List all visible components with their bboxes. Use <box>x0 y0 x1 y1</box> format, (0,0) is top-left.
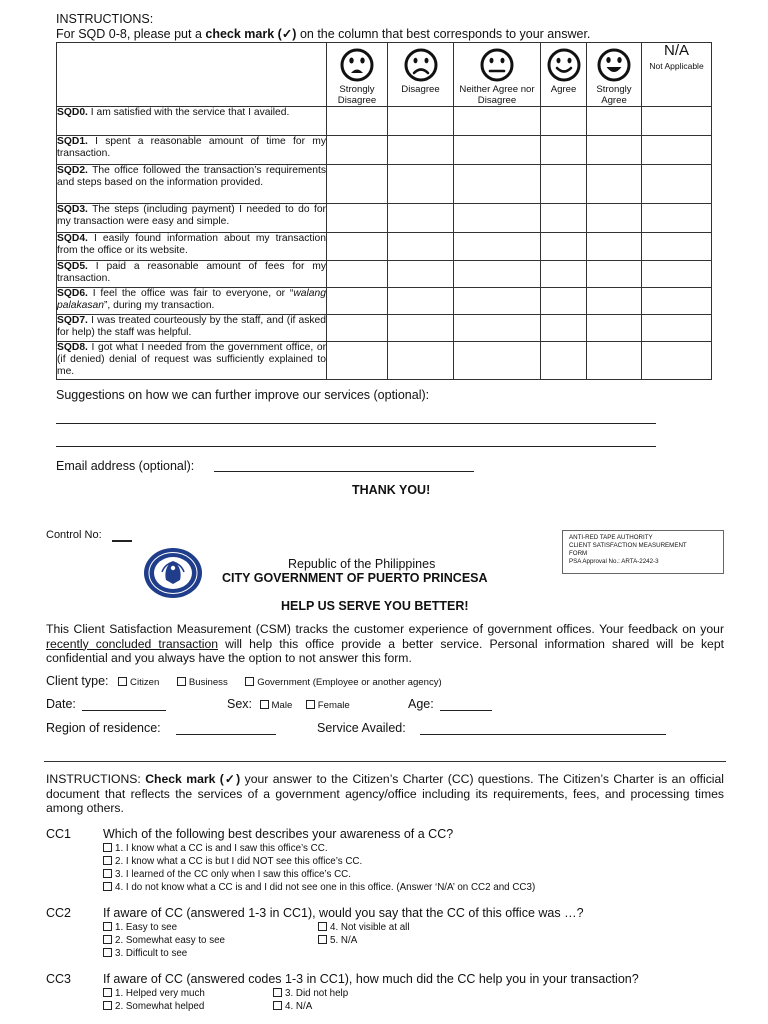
cc-instructions-heading: INSTRUCTIONS: <box>46 772 141 786</box>
question-text-italic: walang palakasan <box>57 288 326 311</box>
header-label: Agree <box>550 84 577 95</box>
answer-cell[interactable] <box>388 342 454 380</box>
answer-cell[interactable] <box>388 165 454 204</box>
answer-cell[interactable] <box>587 288 642 315</box>
checkbox-icon[interactable] <box>103 869 112 878</box>
checkbox-icon[interactable] <box>103 1001 112 1010</box>
cc2-option-5[interactable]: 5. N/A <box>318 934 410 947</box>
table-row <box>57 342 712 380</box>
question-code: SQD8. <box>57 342 88 353</box>
age-field[interactable] <box>440 710 492 711</box>
table-row <box>57 288 712 315</box>
arta-box <box>562 530 724 574</box>
table-row <box>57 315 712 342</box>
very-sad-face-icon <box>340 48 374 82</box>
date-label: Date: <box>46 697 76 711</box>
checkbox-icon[interactable] <box>103 856 112 865</box>
region-label: Region of residence: <box>46 721 161 735</box>
cc1-option-2[interactable]: 2. I know what a CC is but I did NOT see this office’s CC. <box>103 855 535 868</box>
control-number-field[interactable] <box>112 540 132 542</box>
instructions-check-mark: check mark (✓) <box>205 27 297 41</box>
client-type-option-citizen[interactable]: Citizen <box>118 677 159 688</box>
sqd2-question <box>57 165 327 204</box>
instructions-text-post: on the column that best corresponds to your answer. <box>296 27 591 41</box>
age-label: Age: <box>408 697 434 711</box>
cc3-option-3[interactable]: 3. Did not help <box>273 987 348 1000</box>
header-agree <box>541 43 587 107</box>
answer-cell[interactable] <box>541 261 587 288</box>
table-row <box>57 233 712 261</box>
sqd8-question <box>57 342 327 380</box>
answer-cell[interactable] <box>642 288 712 315</box>
answer-cell[interactable] <box>454 107 541 136</box>
answer-cell[interactable] <box>642 204 712 233</box>
checkbox-icon[interactable] <box>177 677 186 686</box>
sqd5-question <box>57 261 327 288</box>
checkbox-icon[interactable] <box>103 882 112 891</box>
sex-label: Sex: <box>227 697 253 711</box>
answer-cell[interactable] <box>541 204 587 233</box>
answer-cell[interactable] <box>388 204 454 233</box>
instructions-block <box>56 12 590 42</box>
answer-cell[interactable] <box>327 288 388 315</box>
client-type-row <box>46 674 442 688</box>
cc3-options-left <box>103 987 205 1013</box>
question-text: I paid a reasonable amount of fees for my transaction. <box>57 261 326 284</box>
sex-row <box>227 697 350 711</box>
intro-paragraph <box>46 622 724 666</box>
sqd4-question <box>57 233 327 261</box>
cc2-options-left <box>103 921 225 960</box>
answer-cell[interactable] <box>388 136 454 165</box>
cc1-option-3[interactable]: 3. I learned of the CC only when I saw this office’s CC. <box>103 868 535 881</box>
answer-cell[interactable] <box>388 107 454 136</box>
intro-underlined: recently concluded transaction <box>46 636 219 651</box>
arta-line: PSA Approval No.: ARTA-2242-3 <box>569 558 659 565</box>
neutral-face-icon <box>480 48 514 82</box>
help-heading: HELP US SERVE YOU BETTER! <box>281 599 469 613</box>
answer-cell[interactable] <box>541 315 587 342</box>
cc2-options-right <box>318 921 410 947</box>
control-number-label: Control No: <box>46 529 102 541</box>
answer-cell[interactable] <box>454 288 541 315</box>
sqd6-question <box>57 288 327 315</box>
checkbox-icon[interactable] <box>318 935 327 944</box>
checkbox-icon[interactable] <box>318 922 327 931</box>
big-smile-face-icon <box>597 48 631 82</box>
sqd1-question <box>57 136 327 165</box>
answer-cell[interactable] <box>587 261 642 288</box>
question-text: I am satisfied with the service that I availed. <box>87 107 290 118</box>
sqd7-question <box>57 315 327 342</box>
intro-text-end: will help this office provide a better service. Personal information shared will be kept confidential and you always have the option to not answer this form. <box>46 636 724 665</box>
cc2-option-3[interactable]: 3. Difficult to see <box>103 947 225 960</box>
cc3-option-2[interactable]: 2. Somewhat helped <box>103 1000 205 1013</box>
question-code: SQD4. <box>57 233 88 244</box>
sqd-table <box>56 42 712 380</box>
table-row <box>57 165 712 204</box>
checkbox-icon[interactable] <box>103 843 112 852</box>
suggestions-line-1[interactable] <box>56 423 656 424</box>
question-text: I was treated courteously by the staff, and (if asked for help) the staff was helpful. <box>57 315 326 338</box>
cc-instructions-text: your answer to the Citizen’s Charter (CC) questions. The Citizen’s Charter is an official document that reflects the services of a government agency/office including its requirements, fees, and processing times among others. <box>46 772 724 815</box>
na-subtitle: Not Applicable <box>649 61 704 71</box>
sqd-header-row <box>57 43 712 107</box>
checkbox-icon[interactable] <box>273 1001 282 1010</box>
sex-option-female[interactable]: Female <box>306 700 350 711</box>
thank-you-text: THANK YOU! <box>352 483 431 497</box>
answer-cell[interactable] <box>541 107 587 136</box>
smile-face-icon <box>547 48 581 82</box>
arta-line: ANTI-RED TAPE AUTHORITY <box>569 534 653 541</box>
cc2-option-4[interactable]: 4. Not visible at all <box>318 921 410 934</box>
question-code: SQD2. <box>57 165 88 176</box>
cc1-question: Which of the following best describes your awareness of a CC? <box>103 827 454 841</box>
answer-cell[interactable] <box>327 315 388 342</box>
header-label: Disagree <box>401 84 440 95</box>
question-code: SQD5. <box>57 261 88 272</box>
republic-text: Republic of the Philippines <box>288 557 436 571</box>
cc2-code: CC2 <box>46 906 72 920</box>
answer-cell[interactable] <box>454 261 541 288</box>
section-divider <box>44 761 726 762</box>
cc3-question: If aware of CC (answered codes 1-3 in CC1), how much did the CC help you in your transaction? <box>103 972 639 986</box>
answer-cell[interactable] <box>454 204 541 233</box>
answer-cell[interactable] <box>642 165 712 204</box>
question-code: SQD7. <box>57 315 88 326</box>
sqd3-question <box>57 204 327 233</box>
answer-cell[interactable] <box>642 342 712 380</box>
table-row <box>57 107 712 136</box>
answer-cell[interactable] <box>642 261 712 288</box>
instructions-text-pre: For SQD 0-8, please put a <box>56 27 206 41</box>
table-row <box>57 136 712 165</box>
service-field[interactable] <box>420 734 666 735</box>
question-code: SQD6. <box>57 288 88 299</box>
header-label: Strongly Disagree <box>337 84 377 106</box>
instructions-text <box>56 27 590 42</box>
cc1-code: CC1 <box>46 827 72 841</box>
header-not-applicable <box>642 43 712 107</box>
suggestions-line-2[interactable] <box>56 446 656 447</box>
checkbox-icon[interactable] <box>118 677 127 686</box>
question-text: The office followed the transaction’s requirements and steps based on the information provided. <box>57 165 326 188</box>
question-text: I feel the office was fair to everyone, or “ <box>87 288 294 299</box>
question-code: SQD3. <box>57 204 88 215</box>
table-row <box>57 261 712 288</box>
answer-cell[interactable] <box>327 342 388 380</box>
answer-cell[interactable] <box>642 233 712 261</box>
date-field[interactable] <box>82 710 166 711</box>
sad-face-icon <box>404 48 438 82</box>
question-code: SQD1. <box>57 136 88 147</box>
answer-cell[interactable] <box>587 315 642 342</box>
answer-cell[interactable] <box>454 315 541 342</box>
email-label: Email address (optional): <box>56 459 195 473</box>
header-strongly-disagree <box>327 43 388 107</box>
question-text-end: ”, during my transaction. <box>103 300 215 311</box>
answer-cell[interactable] <box>642 315 712 342</box>
cc3-options-right <box>273 987 348 1013</box>
checkbox-icon[interactable] <box>103 988 112 997</box>
question-code: SQD0. <box>57 107 88 118</box>
answer-cell[interactable] <box>327 204 388 233</box>
question-text: The steps (including payment) I needed to do for my transaction were easy and simple. <box>57 204 326 227</box>
answer-cell[interactable] <box>541 342 587 380</box>
answer-cell[interactable] <box>587 204 642 233</box>
intro-text: This Client Satisfaction Measurement (CSM) tracks the customer experience of government offices. Your feedback on your <box>46 622 724 636</box>
answer-cell[interactable] <box>327 107 388 136</box>
answer-cell[interactable] <box>454 233 541 261</box>
sex-option-male[interactable]: Male <box>260 700 293 711</box>
client-type-label: Client type: <box>46 674 109 688</box>
question-text: I got what I needed from the government office, or (if denied) denial of request was sufficiently explained to me. <box>57 342 326 377</box>
header-neither <box>454 43 541 107</box>
cc-instructions-check: Check mark (✓) <box>145 772 241 786</box>
answer-cell[interactable] <box>388 233 454 261</box>
cc1-options <box>103 842 535 894</box>
cc1-option-4[interactable]: 4. I do not know what a CC is and I did not see one in this office. (Answer ‘N/A’ on CC2 and CC3) <box>103 881 535 894</box>
answer-cell[interactable] <box>327 165 388 204</box>
checkbox-icon[interactable] <box>103 922 112 931</box>
answer-cell[interactable] <box>587 107 642 136</box>
region-field[interactable] <box>176 734 276 735</box>
checkbox-icon[interactable] <box>103 935 112 944</box>
answer-cell[interactable] <box>541 288 587 315</box>
header-strongly-agree <box>587 43 642 107</box>
city-seal-logo <box>142 546 204 600</box>
header-label: Strongly Agree <box>596 84 632 106</box>
cc1-option-1[interactable]: 1. I know what a CC is and I saw this office’s CC. <box>103 842 535 855</box>
cc-instructions <box>46 772 724 816</box>
checkbox-icon[interactable] <box>260 700 269 709</box>
cc3-option-4[interactable]: 4. N/A <box>273 1000 348 1013</box>
answer-cell[interactable] <box>642 107 712 136</box>
header-disagree <box>388 43 454 107</box>
answer-cell[interactable] <box>327 136 388 165</box>
answer-cell[interactable] <box>541 233 587 261</box>
answer-cell[interactable] <box>388 315 454 342</box>
sqd-header-blank <box>57 43 327 107</box>
email-field[interactable] <box>214 471 474 472</box>
cc2-option-1[interactable]: 1. Easy to see <box>103 921 225 934</box>
sqd0-question <box>57 107 327 136</box>
na-title: N/A <box>663 42 689 59</box>
client-type-option-government[interactable]: Government (Employee or another agency) <box>245 677 442 688</box>
answer-cell[interactable] <box>541 136 587 165</box>
arta-line: CLIENT SATISFACTION MEASUREMENT <box>569 542 687 549</box>
answer-cell[interactable] <box>642 136 712 165</box>
table-row <box>57 204 712 233</box>
arta-line: FORM <box>569 550 588 557</box>
answer-cell[interactable] <box>541 165 587 204</box>
answer-cell[interactable] <box>587 136 642 165</box>
header-label: Neither Agree nor Disagree <box>459 84 535 106</box>
checkbox-icon[interactable] <box>245 677 254 686</box>
answer-cell[interactable] <box>327 261 388 288</box>
answer-cell[interactable] <box>454 342 541 380</box>
cc2-question: If aware of CC (answered 1-3 in CC1), would you say that the CC of this office was …? <box>103 906 584 920</box>
suggestions-label: Suggestions on how we can further improve our services (optional): <box>56 388 430 402</box>
question-text: I spent a reasonable amount of time for my transaction. <box>57 136 326 159</box>
answer-cell[interactable] <box>388 288 454 315</box>
service-label: Service Availed: <box>317 721 406 735</box>
cc3-option-1[interactable]: 1. Helped very much <box>103 987 205 1000</box>
city-title: CITY GOVERNMENT OF PUERTO PRINCESA <box>222 571 488 585</box>
answer-cell[interactable] <box>587 342 642 380</box>
checkbox-icon[interactable] <box>103 948 112 957</box>
instructions-heading: INSTRUCTIONS: <box>56 12 154 26</box>
question-text: I easily found information about my transaction from the office or its website. <box>57 233 326 256</box>
answer-cell[interactable] <box>327 233 388 261</box>
client-type-option-business[interactable]: Business <box>177 677 228 688</box>
answer-cell[interactable] <box>454 165 541 204</box>
answer-cell[interactable] <box>587 233 642 261</box>
cc3-code: CC3 <box>46 972 72 986</box>
answer-cell[interactable] <box>587 165 642 204</box>
answer-cell[interactable] <box>388 261 454 288</box>
checkbox-icon[interactable] <box>273 988 282 997</box>
answer-cell[interactable] <box>454 136 541 165</box>
cc2-option-2[interactable]: 2. Somewhat easy to see <box>103 934 225 947</box>
checkbox-icon[interactable] <box>306 700 315 709</box>
